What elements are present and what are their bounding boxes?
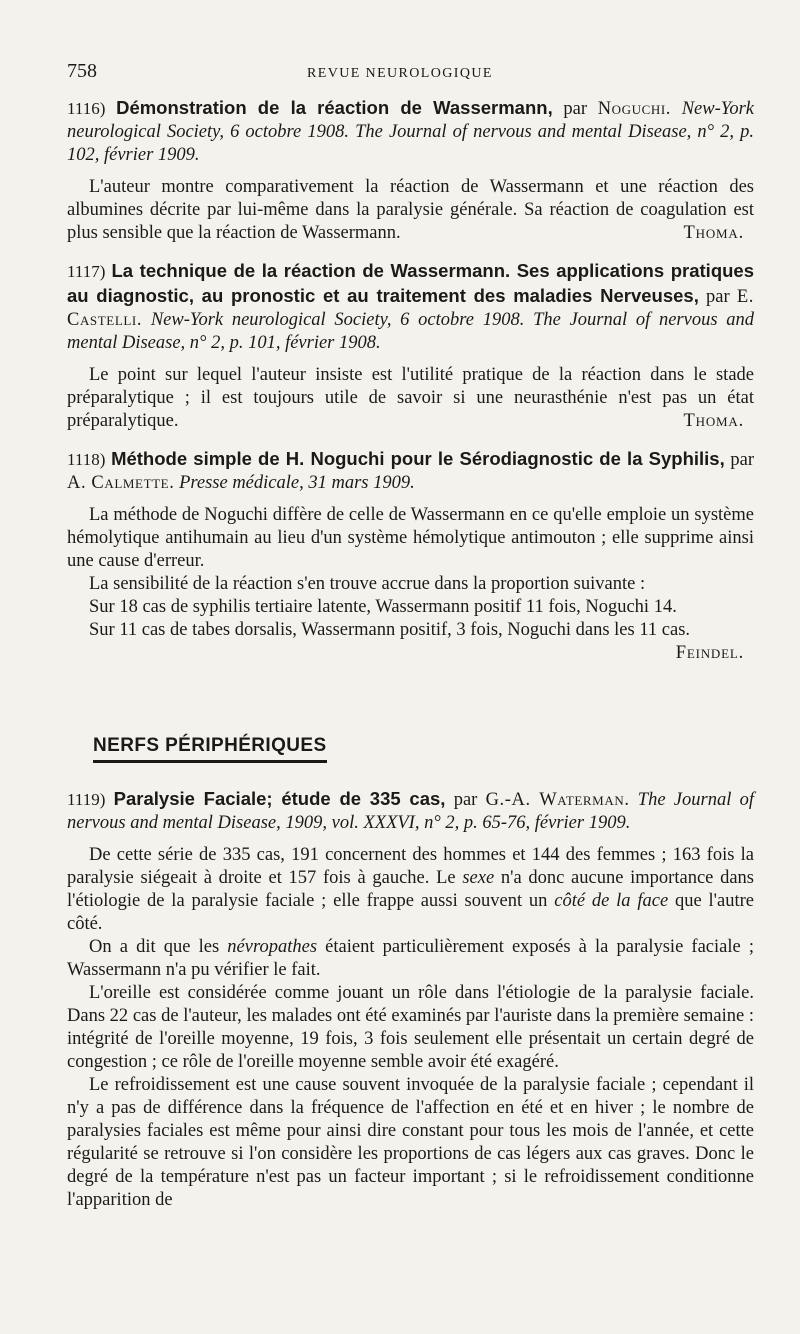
- text-run: n'a donc aucune importance dans l'étiologie de la paralysie faciale ; elle frappe aussi souvent un: [67, 868, 754, 911]
- entry-by: par: [706, 287, 730, 307]
- emphasis: névropathes: [227, 937, 318, 957]
- entry-number: 1119): [67, 790, 106, 809]
- page-number: 758: [67, 60, 97, 82]
- entry-reference: Presse médicale, 31 mars 1909.: [179, 473, 415, 493]
- paragraph-text: Le point sur lequel l'auteur insiste est l'utilité pratique de la réaction dans le stade préparalytique ; il est toujours utile de savoir si une neurasthénie n'est pas un état préparalytique.: [67, 365, 754, 431]
- journal-title: REVUE NEUROLOGIQUE: [307, 66, 493, 81]
- entry-paragraph: [67, 844, 754, 936]
- text-run: De cette série de 335 cas, 191 concernent des hommes et 144 des femmes ; 163 fois la paralysie siégeait à droite et 157 fois à gauche. Le: [67, 845, 754, 888]
- entry-1117: [67, 259, 754, 433]
- entry-title: La technique de la réaction de Wassermann. Ses applications pratiques au diagnostic, au pronostic et au traitement des maladies Nerveuses,: [67, 260, 755, 306]
- entry-heading: [67, 447, 754, 495]
- entry-author: G.-A. Waterman.: [485, 790, 630, 810]
- paragraph-text: L'auteur montre comparativement la réaction de Wassermann et une réaction des albumines décrite par lui-même dans la paralysie générale. Sa réaction de coagulation est plus sensible que la réaction de Wassermann.: [67, 177, 754, 243]
- entry-author: Noguchi.: [597, 99, 672, 119]
- entry-author: A. Calmette.: [67, 473, 175, 493]
- entry-heading: [67, 787, 754, 835]
- entry-number: 1117): [67, 262, 106, 281]
- entry-1119: [67, 787, 754, 1212]
- section-title: NERFS PÉRIPHÉRIQUES: [93, 735, 327, 763]
- text-run: étaient particulièrement exposés à la paralysie faciale ; Wassermann n'a pu vérifier le fait.: [67, 937, 754, 980]
- entry-signature: Thoma.: [683, 223, 744, 243]
- entry-number: 1118): [67, 450, 106, 469]
- emphasis: côté de la face: [554, 891, 669, 911]
- entry-paragraph: [67, 364, 754, 433]
- entry-paragraph: [67, 176, 754, 245]
- entry-number: 1116): [67, 99, 106, 118]
- entry-paragraph: La sensibilité de la réaction s'en trouve accrue dans la proportion suivante :: [89, 574, 646, 594]
- entry-paragraph: L'oreille est considérée comme jouant un rôle dans l'étiologie de la paralysie faciale. Dans 22 cas de l'auteur, les malades ont été examinés par l'auriste dans la première semaine : intégrité de l'oreille moyenne, 19 fois, 3 fois seulement elle présentait un certain degré de congestion ; ce rôle de l'oreille moyenne semble avoir été exagéré.: [67, 983, 754, 1072]
- paragraph-text: Sur 11 cas de tabes dorsalis, Wassermann positif, 3 fois, Noguchi dans les 11 cas.: [89, 620, 691, 640]
- running-head: [67, 60, 754, 90]
- entry-reference: The Journal of nervous and mental Disease, 1909, vol. XXXVI, n° 2, p. 65-76, février 1909.: [67, 790, 754, 833]
- text-run: On a dit que les: [89, 937, 228, 957]
- entry-paragraph: Sur 18 cas de syphilis tertiaire latente, Wassermann positif 11 fois, Noguchi 14.: [89, 597, 677, 617]
- entry-signature: Thoma.: [683, 411, 744, 431]
- text-run: que l'autre côté.: [67, 891, 754, 934]
- entry-by: par: [730, 450, 755, 470]
- entry-heading: [67, 96, 754, 167]
- entry-reference: New-York neurological Society, 6 octobre 1908. The Journal of nervous and mental Disease, n° 2, p. 102, février 1909.: [67, 99, 755, 165]
- entry-by: par: [453, 790, 478, 810]
- entry-paragraph: Le refroidissement est une cause souvent invoquée de la paralysie faciale ; cependant il n'y a pas de différence dans la fréquence de l'affection en été et en hiver ; le nombre de paralysies faciales est même pour ainsi dire constant pour tous les mois de l'année, et cette régularité se retrouve si l'on considère les proportions de cas légers aux cas graves. Donc le degré de la température n'est pas un facteur important ; si le refroidissement conditionne l'apparition de: [67, 1075, 754, 1210]
- entry-by: par: [563, 99, 588, 119]
- entry-author: E. Castelli.: [67, 287, 755, 330]
- entry-1116: [67, 96, 754, 245]
- entry-title: Démonstration de la réaction de Wassermann,: [116, 97, 553, 118]
- entry-reference: New-York neurological Society, 6 octobre 1908. The Journal of nervous and mental Disease, n° 2, p. 101, février 1908.: [67, 310, 754, 353]
- entry-title: Paralysie Faciale; étude de 335 cas,: [113, 788, 446, 809]
- entry-title: Méthode simple de H. Noguchi pour le Sérodiagnostic de la Syphilis,: [111, 448, 725, 469]
- entry-signature: Feindel.: [675, 643, 744, 663]
- emphasis: sexe: [462, 868, 495, 888]
- entry-1118: [67, 447, 754, 665]
- entry-paragraph: [67, 936, 754, 982]
- entry-heading: [67, 259, 754, 355]
- entry-paragraph: [67, 619, 754, 665]
- entry-paragraph: La méthode de Noguchi diffère de celle de Wassermann en ce qu'elle emploie un système hémolytique antihumain au lieu d'un système hémolytique antimouton ; elle supprime ainsi une cause d'erreur.: [67, 505, 754, 571]
